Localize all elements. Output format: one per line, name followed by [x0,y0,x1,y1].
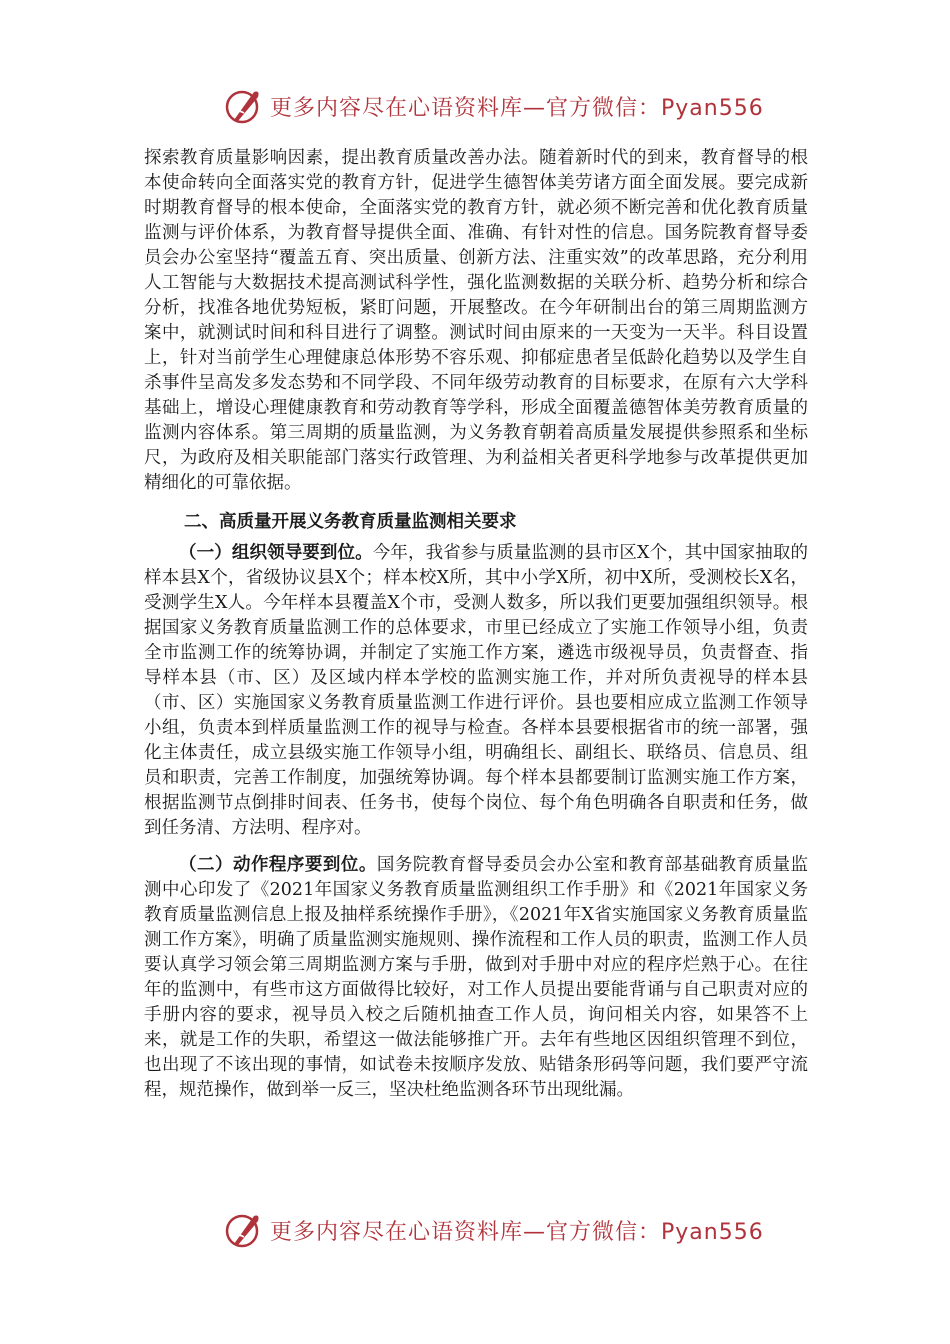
intro-paragraph: 探索教育质量影响因素，提出教育质量改善办法。随着新时代的到来，教育督导的根本使命转向全面落实党的教育方针，促进学生德智体美劳诸方面全面发展。要完成新时期教育督导的根本使命，全面落实党的教育方针，就必须不断完善和优化教育质量监测与评价体系，为教育督导提供全面、准确、有针对性的信息。国务院教育督导委员会办公室坚持“覆盖五育、突出质量、创新方法、注重实效”的改革思路，充分利用人工智能与大数据技术提高测试科学性，强化监测数据的关联分析、趋势分析和综合分析，找准各地优势短板，紧盯问题，开展整改。在今年研制出台的第三周期监测方案中，就测试时间和科目进行了调整。测试时间由原来的一天变为一天半。科目设置上，针对当前学生心理健康总体形势不容乐观、抑郁症患者呈低龄化趋势以及学生自杀事件呈高发多发态势和不同学段、不同年级劳动教育的目标要求，在原有六大学科基础上，增设心理健康教育和劳动教育等学科，形成全面覆盖德智体美劳教育质量的监测内容体系。第三周期的质量监测，为义务教育朝着高质量发展提供参照系和坐标尺，为政府及相关职能部门落实行政管理、为利益相关者更科学地参与改革提供更加精细化的可靠依据。 [144,148,808,493]
item1-paragraph [144,541,808,841]
footer-banner-text: 更多内容尽在心语资料库—官方微信：Pyan556 [270,1219,764,1245]
header-banner-text: 更多内容尽在心语资料库—官方微信：Pyan556 [270,95,764,121]
item2-paragraph [144,853,808,1103]
quill-circle-logo-icon [224,86,264,126]
item2-body: 国务院教育督导委员会办公室和教育部基础教育质量监测中心印发了《2021年国家义务教育质量监测组织工作手册》和《2021年国家义务教育质量监测信息上报及抽样系统操作手册》，《2021年X省实施国家义务教育质量监测工作方案》，明确了质量监测实施规则、操作流程和工作人员的职责，监测工作人员要认真学习领会第三周期监测方案与手册，做到对手册中对应的程序烂熟于心。在往年的监测中，有些市这方面做得比较好，对工作人员提出要能背诵与自己职责对应的手册内容的要求，视导员入校之后随机抽查工作人员，询问相关内容，如果答不上来，就是工作的失职，希望这一做法能够推广开。去年有些地区因组织管理不到位，也出现了不该出现的事情，如试卷未按顺序发放、贴错条形码等问题，我们要严守流程，规范操作，做到举一反三，坚决杜绝监测各环节出现纰漏。 [144,855,809,1100]
section-heading: 二、高质量开展义务教育质量监测相关要求 [184,512,517,532]
footer-banner [224,1210,764,1250]
quill-circle-logo-icon [224,1210,264,1250]
item1-lead: （一）组织领导要到位。 [179,543,373,563]
header-banner [224,86,764,126]
item2-lead: （二）动作程序要到位。 [179,855,377,875]
item1-body: 今年，我省参与质量监测的县市区X个，其中国家抽取的样本县X个，省级协议县X个；样本校X所，其中小学X所，初中X所，受测校长X名，受测学生X人。今年样本县覆盖X个市，受测人数多，所以我们更要加强组织领导。根据国家义务教育质量监测工作的总体要求，市里已经成立了实施工作领导小组，负责全市监测工作的统筹协调，并制定了实施工作方案，遴选市级视导员，负责督查、指导样本县（市、区）及区域内样本学校的监测实施工作，并对所负责视导的样本县（市、区）实施国家义务教育质量监测工作进行评价。县也要相应成立监测工作领导小组，负责本到样质量监测工作的视导与检查。各样本县要根据省市的统一部署，强化主体责任，成立县级实施工作领导小组，明确组长、副组长、联络员、信息员、组员和职责，完善工作制度，加强统筹协调。每个样本县都要制订监测实施工作方案，根据监测节点倒排时间表、任务书，使每个岗位、每个角色明确各自职责和任务，做到任务清、方法明、程序对。 [144,543,809,838]
document-body [144,146,808,1103]
